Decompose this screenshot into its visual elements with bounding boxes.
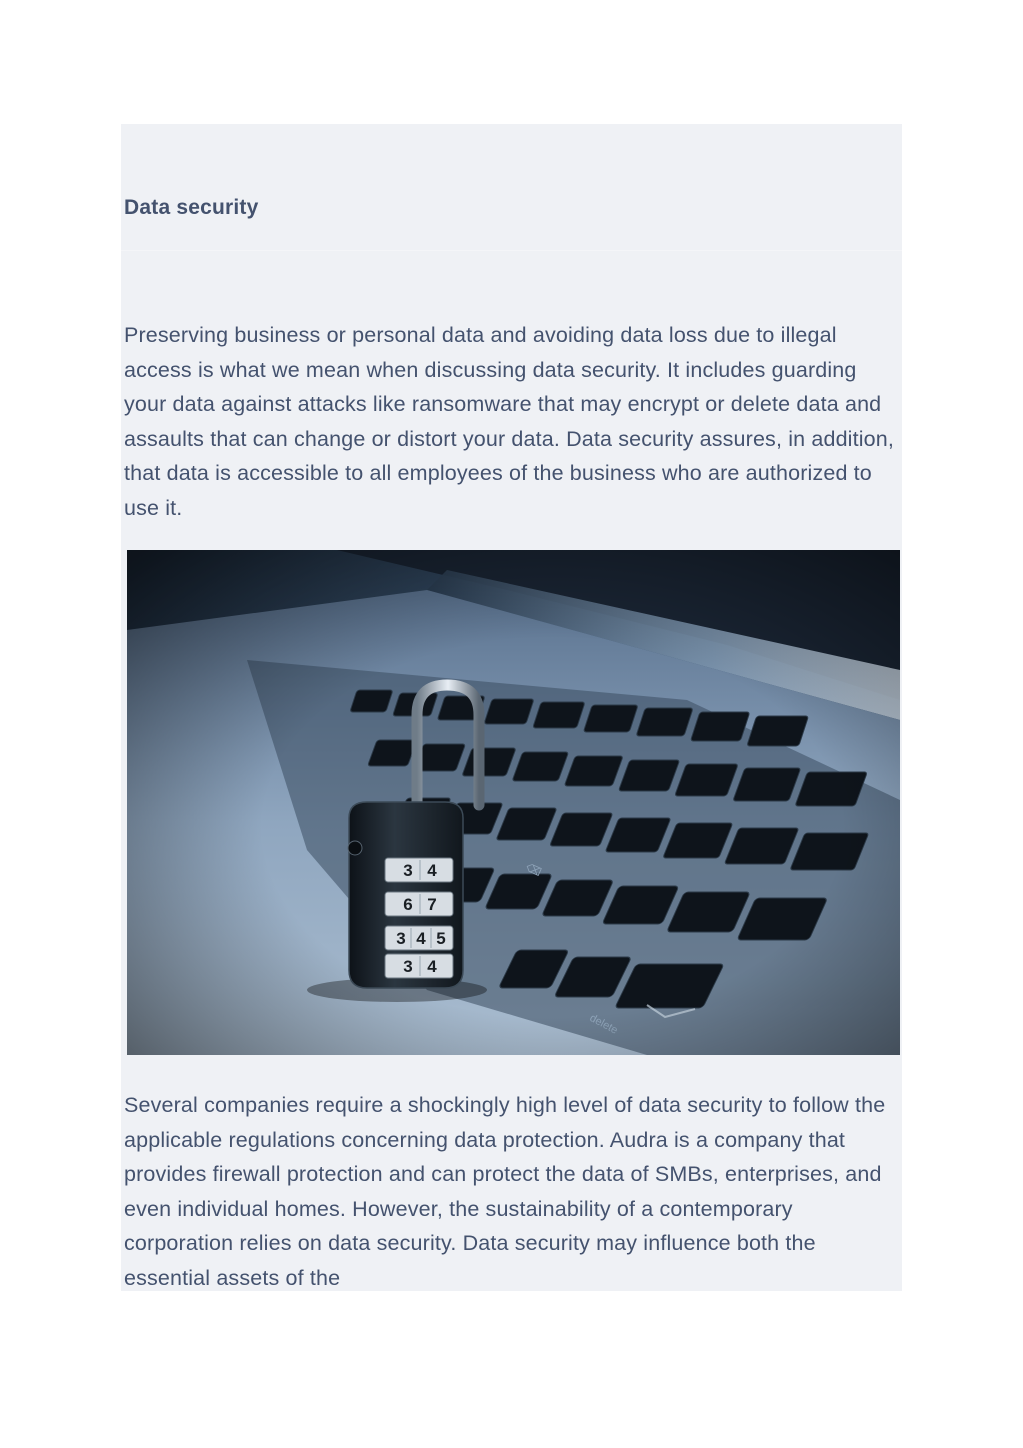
content-panel xyxy=(121,124,902,1291)
padlock-laptop-photo xyxy=(127,550,900,1055)
section-heading: Data security xyxy=(124,196,259,219)
paragraph-companies: Several companies require a shockingly high level of data security to follow the applicable regulations concerning data protection. Audra is a company that provides firewall protection and can protect the data of SMBs, enterprises, and even individual homes. However, the sustainability of a contemporary corporation relies on data security. Data security may influence both the essential assets of the xyxy=(124,1093,886,1290)
heading-band xyxy=(121,124,902,251)
paragraph-intro: Preserving business or personal data and avoiding data loss due to illegal access is what we mean when discussing data security. It includes guarding your data against attacks like ransomware that may encrypt or delete data and assaults that can change or distort your data. Data security assures, in addition, that data is accessible to all employees of the business who are authorized to use it. xyxy=(124,323,894,520)
